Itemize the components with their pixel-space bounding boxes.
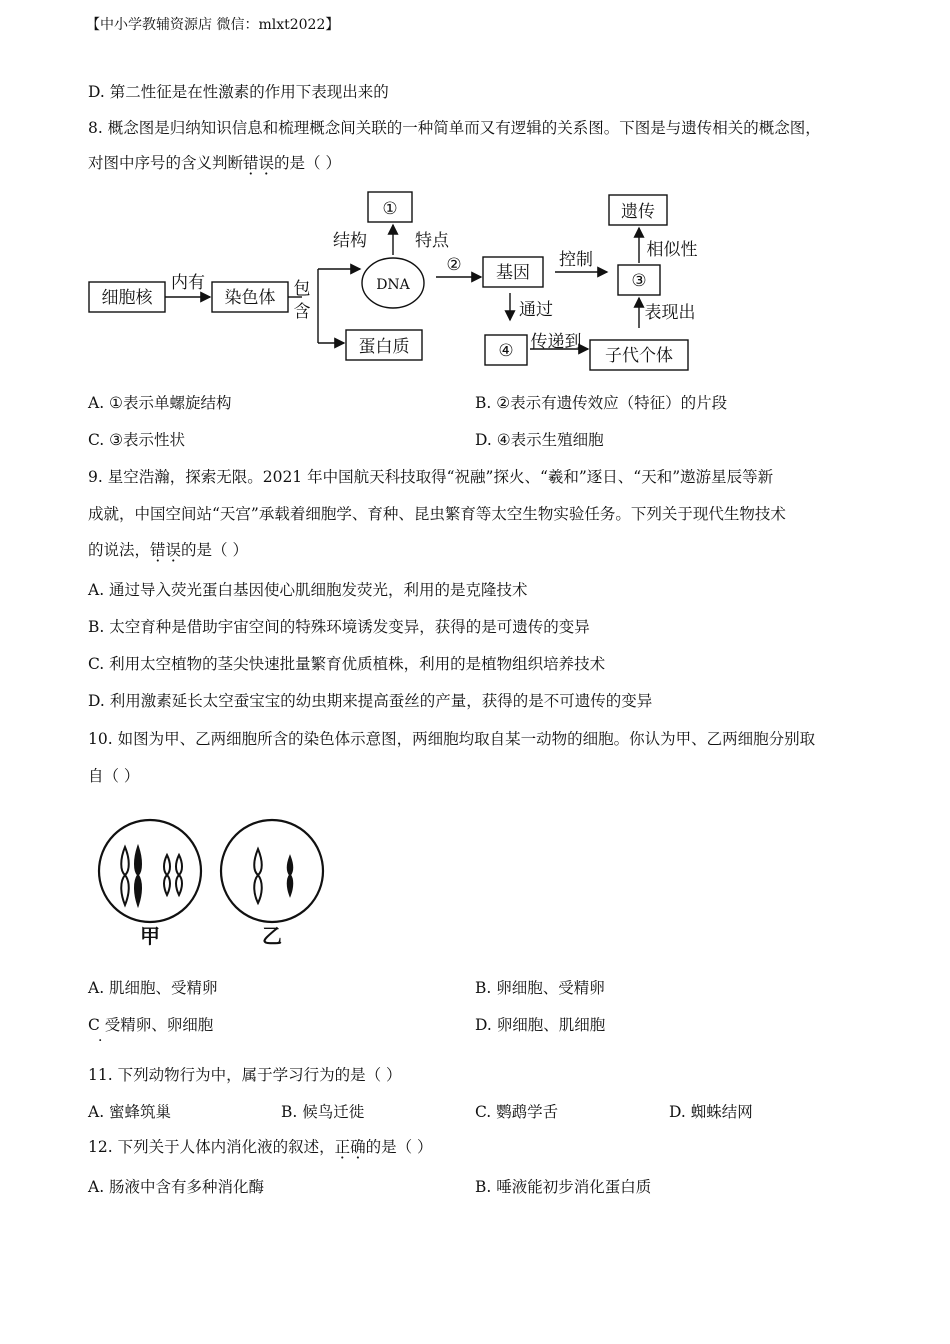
decorative-dot: · — [98, 1033, 103, 1049]
q12-stem-text: 的是（ ） — [365, 1138, 433, 1156]
q10-stem-line2: 自（ ） — [88, 767, 140, 785]
label-heredity: 遗传 — [621, 202, 655, 222]
q8-stem-line2 — [88, 152, 341, 174]
label-jia: 甲 — [140, 924, 160, 948]
label-yi: 乙 — [262, 924, 282, 948]
q12-option-a: A. 肠液中含有多种消化酶 — [88, 1178, 265, 1196]
yi-chromosomes — [254, 849, 292, 903]
label-include-1: 包 — [293, 279, 311, 299]
q8-option-b: B. ②表示有遗传效应（特征）的片段 — [475, 394, 728, 412]
q8-option-a: A. ①表示单螺旋结构 — [88, 394, 232, 412]
q11-stem: 11. 下列动物行为中，属于学习行为的是（ ） — [88, 1066, 402, 1084]
q10-stem-line1: 10. 如图为甲、乙两细胞所含的染色体示意图，两细胞均取自某一动物的细胞。你认为甲、乙两细胞分别取 — [88, 730, 816, 748]
q10-chromosome-figure — [92, 815, 332, 950]
q11-option-d: D. 蜘蛛结网 — [669, 1103, 753, 1121]
q8-stem-line1: 8. 概念图是归纳知识信息和梳理概念间关联的一种简单而又有逻辑的关系图。下图是与遗传相关的概念图， — [88, 119, 821, 137]
q9-stem-text: 的是（ ） — [181, 541, 248, 559]
q11-option-c: C. 鹦鹉学舌 — [475, 1103, 559, 1121]
q8-option-d: D. ④表示生殖细胞 — [475, 431, 604, 449]
q9-emphasis-char: 误 — [165, 541, 182, 559]
q9-stem-line1: 9. 星空浩瀚，探索无限。2021 年中国航天科技取得“祝融”探火、“羲和”逐日、“天和”遨游星辰等新 — [88, 468, 774, 486]
q9-emphasis-char: 错 — [150, 541, 166, 559]
q9-option-a: A. 通过导入荧光蛋白基因使心肌细胞发荧光，利用的是克隆技术 — [88, 581, 528, 599]
q9-option-d: D. 利用激素延长太空蚕宝宝的幼虫期来提高蚕丝的产量，获得的是不可遗传的变异 — [88, 692, 653, 710]
label-through: 通过 — [519, 300, 553, 320]
q9-option-c: C. 利用太空植物的茎尖快速批量繁育优质植株，利用的是植物组织培养技术 — [88, 655, 606, 673]
q8-emphasis-char: 错 — [243, 154, 259, 172]
q8-option-c: C. ③表示性状 — [88, 431, 186, 449]
q8-concept-diagram — [80, 185, 740, 380]
label-2: ② — [446, 255, 462, 275]
label-3: ③ — [631, 271, 647, 291]
label-gene: 基因 — [496, 263, 530, 283]
q10-option-b: B. 卵细胞、受精卵 — [475, 979, 605, 997]
q12-option-b: B. 唾液能初步消化蛋白质 — [475, 1178, 652, 1196]
label-offspring: 子代个体 — [605, 346, 673, 366]
label-contains: 内有 — [171, 273, 205, 293]
label-1: ① — [382, 199, 398, 219]
q9-option-b: B. 太空育种是借助宇宙空间的特殊环境诱发变异，获得的是可遗传的变异 — [88, 618, 590, 636]
q9-stem-line2: 成就，中国空间站“天宫”承载着细胞学、育种、昆虫繁育等太空生物实验任务。下列关于现代生物技术 — [88, 505, 786, 523]
header-watermark: 【中小学教辅资源店 微信：mlxt2022】 — [86, 17, 340, 33]
q12-emphasis-char: 确 — [350, 1138, 366, 1156]
label-dna: DNA — [376, 277, 410, 293]
label-include-2: 含 — [293, 302, 311, 322]
q8-emphasis-char: 误 — [258, 154, 275, 172]
q11-option-b: B. 候鸟迁徙 — [281, 1103, 365, 1121]
q10-option-c: C 受精卵、卵细胞 — [88, 1016, 214, 1034]
cell-yi — [221, 820, 323, 922]
q12-emphasis-char: 正 — [334, 1138, 351, 1156]
q7-option-d: D. 第二性征是在性激素的作用下表现出来的 — [88, 83, 389, 101]
label-feature: 特点 — [415, 231, 449, 251]
label-structure: 结构 — [333, 231, 367, 251]
q10-option-a: A. 肌细胞、受精卵 — [88, 979, 218, 997]
label-express: 表现出 — [644, 303, 696, 323]
q9-stem-line3 — [88, 539, 248, 561]
q11-option-a: A. 蜜蜂筑巢 — [88, 1103, 172, 1121]
q9-stem-text: 的说法， — [88, 541, 151, 559]
label-4: ④ — [498, 341, 514, 361]
q8-stem-text: 的是（ ） — [274, 154, 341, 172]
cell-jia — [99, 820, 201, 922]
label-similarity: 相似性 — [646, 240, 698, 260]
q10-option-d: D. 卵细胞、肌细胞 — [475, 1016, 606, 1034]
jia-chromosomes — [121, 847, 182, 905]
q12-stem — [88, 1136, 433, 1158]
label-chromosome: 染色体 — [224, 288, 276, 308]
q8-stem-text: 对图中序号的含义判断 — [88, 154, 244, 172]
label-control: 控制 — [559, 250, 593, 270]
label-nucleus: 细胞核 — [101, 288, 153, 308]
q12-stem-text: 12. 下列关于人体内消化液的叙述， — [88, 1138, 335, 1156]
label-protein: 蛋白质 — [358, 337, 410, 357]
label-pass: 传递到 — [530, 332, 582, 352]
